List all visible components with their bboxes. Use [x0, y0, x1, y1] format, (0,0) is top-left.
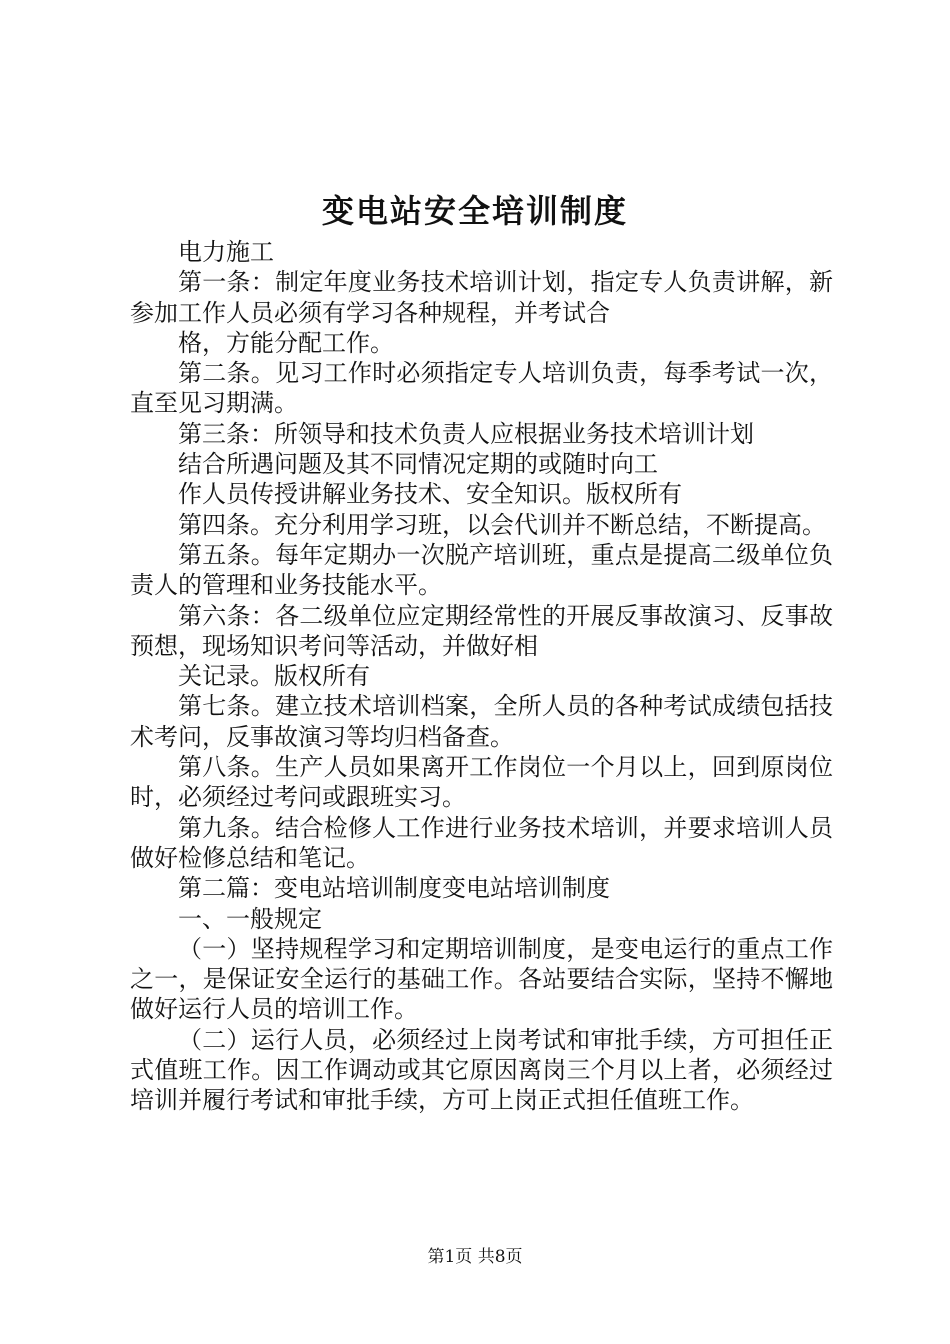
subsection-heading: 一、一般规定 — [178, 904, 322, 933]
document-title: 变电站安全培训制度 — [321, 192, 628, 230]
paragraph: （一）坚持规程学习和定期培训制度，是变电运行的重点工作之一，是保证安全运行的基础工作。各站要结合实际，坚持不懈地做好运行人员的培训工作。 — [130, 934, 833, 1024]
paragraph: 电力施工 — [178, 238, 274, 266]
section-heading: 第二篇：变电站培训制度变电站培训制度 — [178, 874, 610, 903]
paragraph: 结合所遇问题及其不同情况定期的或随时向工 — [178, 450, 658, 479]
paragraph: 第三条：所领导和技术负责人应根据业务技术培训计划 — [178, 419, 754, 448]
paragraph: 关记录。版权所有 — [178, 662, 370, 691]
paragraph: 作人员传授讲解业务技术、安全知识。版权所有 — [178, 480, 682, 509]
paragraph: 第四条。充分利用学习班，以会代训并不断总结，不断提高。 — [178, 510, 826, 539]
paragraph: 格，方能分配工作。 — [178, 328, 394, 357]
paragraph: 第五条。每年定期办一次脱产培训班，重点是提高二级单位负责人的管理和业务技能水平。 — [130, 540, 833, 600]
paragraph: （二）运行人员，必须经过上岗考试和审批手续，方可担任正式值班工作。因工作调动或其它原因离岗三个月以上者，必须经过培训并履行考试和审批手续，方可上岗正式担任值班工作。 — [130, 1025, 833, 1115]
document-body — [130, 237, 833, 1116]
page-footer: 第1页 共8页 — [427, 1247, 523, 1267]
paragraph: 第六条：各二级单位应定期经常性的开展反事故演习、反事故预想，现场知识考问等活动，并做好相 — [130, 601, 833, 660]
paragraph: 第二条。见习工作时必须指定专人培训负责，每季考试一次，直至见习期满。 — [130, 359, 833, 418]
paragraph: 第八条。生产人员如果离开工作岗位一个月以上，回到原岗位时，必须经过考问或跟班实习。 — [130, 753, 833, 812]
paragraph: 第七条。建立技术培训档案，全所人员的各种考试成绩包括技术考问，反事故演习等均归档备查。 — [130, 692, 833, 751]
paragraph: 第九条。结合检修人工作进行业务技术培训，并要求培训人员做好检修总结和笔记。 — [130, 813, 833, 872]
paragraph: 第一条：制定年度业务技术培训计划，指定专人负责讲解，新参加工作人员必须有学习各种规程，并考试合 — [130, 268, 833, 327]
